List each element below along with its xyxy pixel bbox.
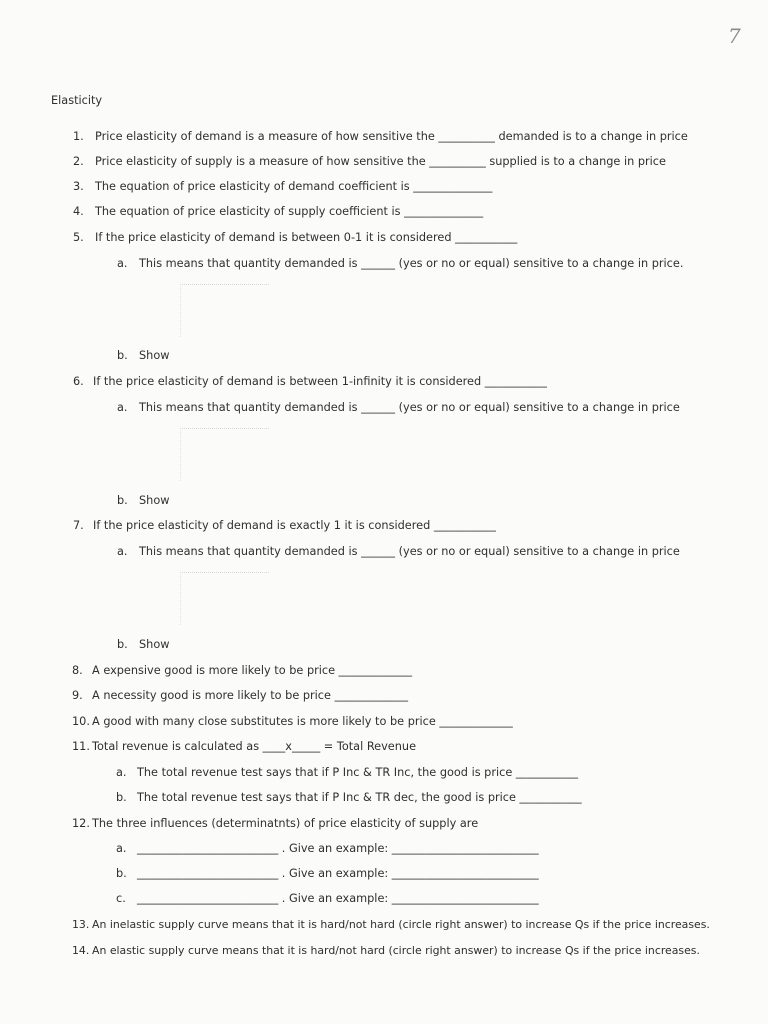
question-13: 13. An inelastic supply curve means that it is hard/not hard (circle right answer) to increase Qs if the price increases.	[72, 918, 710, 931]
question-11a: a. The total revenue test says that if P Inc & TR Inc, the good is price ___________	[116, 766, 579, 779]
question-2: 2. Price elasticity of supply is a measure of how sensitive the __________ supplied is to a change in price	[73, 155, 666, 168]
question-5b: b. Show	[117, 349, 170, 362]
page-number: 7	[728, 24, 741, 48]
question-6: 6. If the price elasticity of demand is between 1-infinity it is considered ___________	[73, 375, 547, 388]
question-6a: a. This means that quantity demanded is ______ (yes or no or equal) sensitive to a change in price	[117, 401, 680, 414]
question-12b: b. _________________________ . Give an example: __________________________	[116, 867, 539, 880]
question-4: 4. The equation of price elasticity of supply coefficient is ______________	[73, 205, 484, 218]
question-9: 9. A necessity good is more likely to be price _____________	[72, 689, 408, 702]
question-12a: a. _________________________ . Give an example: __________________________	[116, 842, 539, 855]
question-12: 12. The three influences (determinatnts) of price elasticity of supply are	[72, 817, 479, 830]
question-6b: b. Show	[117, 494, 170, 507]
question-3: 3. The equation of price elasticity of demand coefficient is ______________	[73, 180, 493, 193]
question-10: 10. A good with many close substitutes is more likely to be price _____________	[72, 715, 513, 728]
show-work-area	[180, 428, 269, 481]
question-5: 5. If the price elasticity of demand is between 0-1 it is considered ___________	[73, 231, 518, 244]
question-8: 8. A expensive good is more likely to be price _____________	[72, 664, 413, 677]
question-7: 7. If the price elasticity of demand is exactly 1 it is considered ___________	[73, 519, 496, 532]
question-7b: b. Show	[117, 638, 170, 651]
question-11: 11. Total revenue is calculated as ____x_____ = Total Revenue	[72, 740, 417, 753]
question-1: 1. Price elasticity of demand is a measure of how sensitive the __________ demanded is to a change in price	[73, 130, 688, 143]
show-work-area	[180, 572, 269, 625]
question-7a: a. This means that quantity demanded is ______ (yes or no or equal) sensitive to a change in price	[117, 545, 680, 558]
question-11b: b. The total revenue test says that if P Inc & TR dec, the good is price ___________	[116, 791, 582, 804]
question-14: 14. An elastic supply curve means that it is hard/not hard (circle right answer) to increase Qs if the price increases.	[72, 944, 700, 957]
question-5a: a. This means that quantity demanded is ______ (yes or no or equal) sensitive to a change in price.	[117, 257, 684, 270]
worksheet-heading: Elasticity	[51, 94, 103, 107]
question-12c: c. _________________________ . Give an example: __________________________	[116, 892, 539, 905]
show-work-area	[180, 284, 269, 337]
